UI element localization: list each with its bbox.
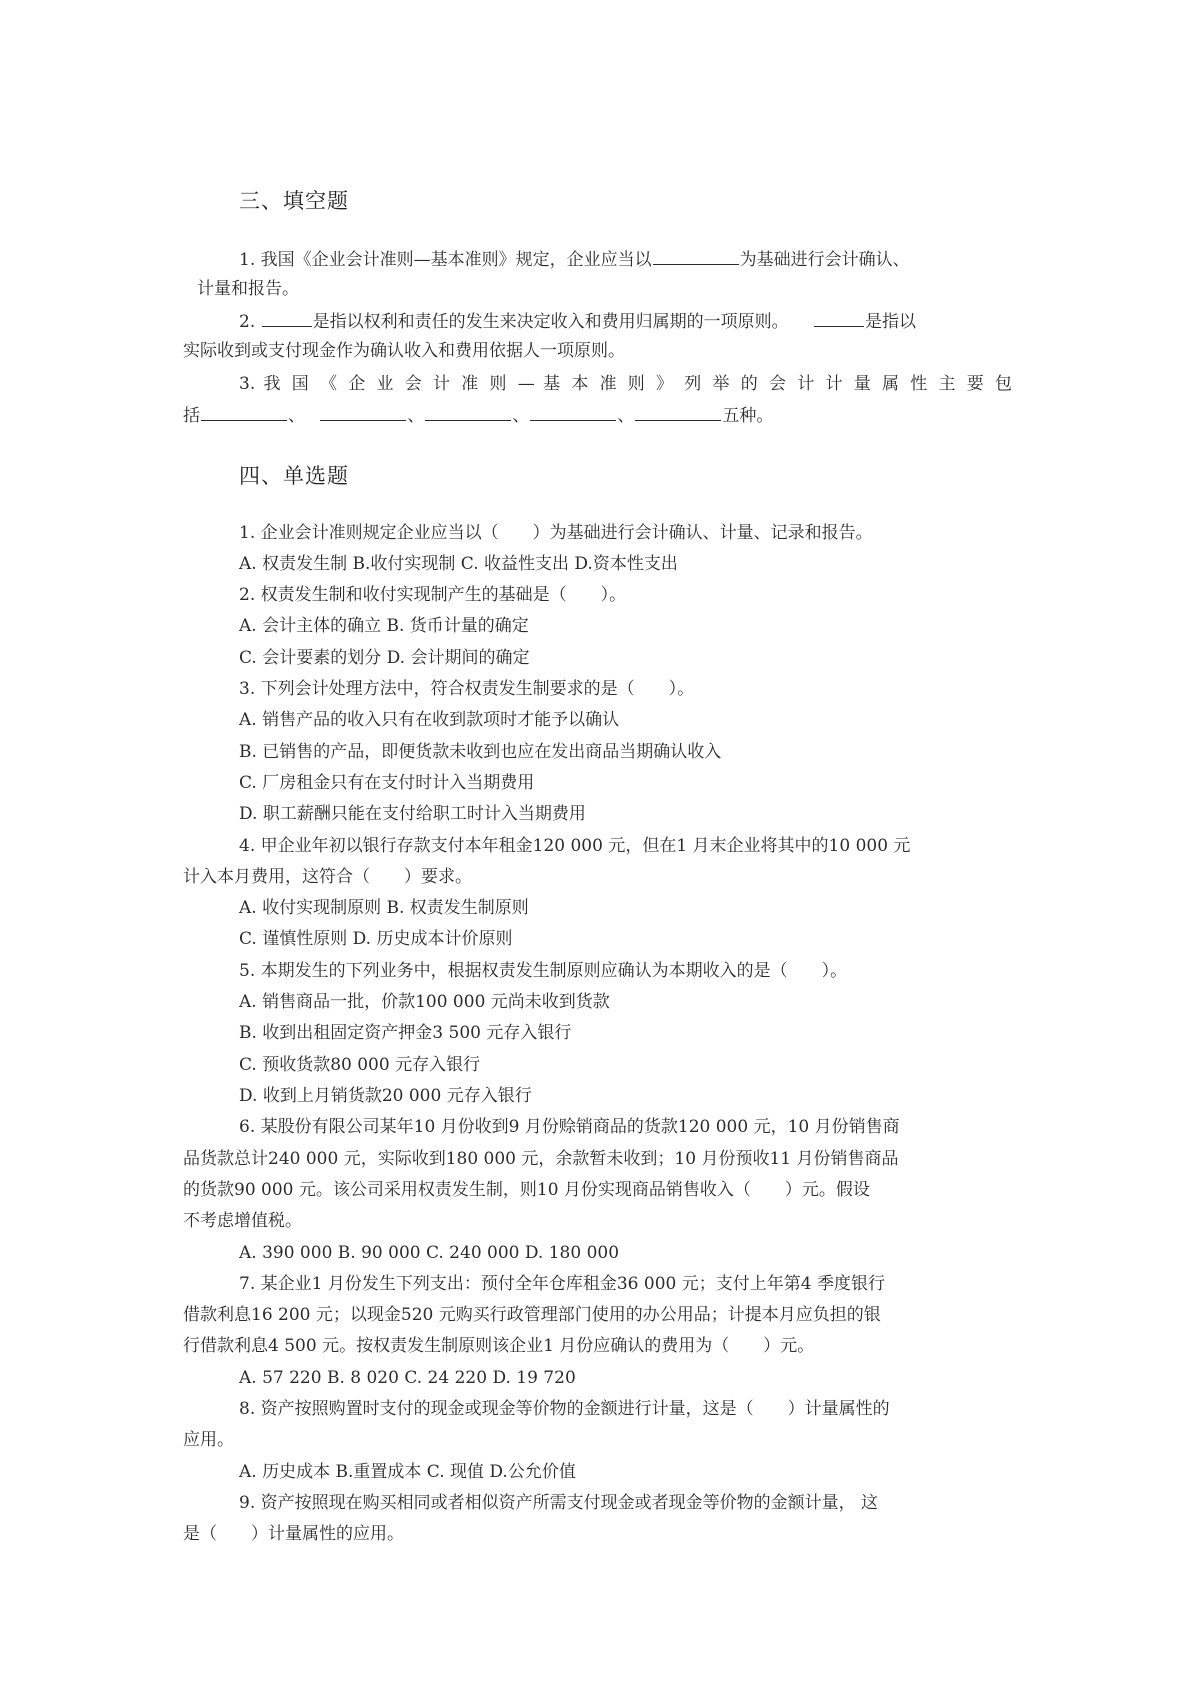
- choice-line: 6. 某股份有限公司某年10 月份收到9 月份赊销商品的货款120 000 元，10 月份销售商: [239, 1117, 900, 1137]
- choice-line: B. 已销售的产品，即便货款未收到也应在发出商品当期确认收入: [239, 742, 722, 762]
- choice-line: D. 收到上月销货款20 000 元存入银行: [239, 1086, 532, 1106]
- answer-blank[interactable]: [320, 405, 406, 421]
- choice-line: A. 会计主体的确立 B. 货币计量的确定: [239, 616, 529, 636]
- fill-q2-text-b: 是指以权利和责任的发生来决定收入和费用归属期的一项原则。: [312, 312, 789, 332]
- choice-line: B. 收到出租固定资产押金3 500 元存入银行: [239, 1023, 572, 1043]
- choice-line: C. 预收货款80 000 元存入银行: [239, 1055, 481, 1075]
- section-title-fill-blank: 三、填空题: [239, 189, 349, 213]
- choice-line: 借款利息16 200 元；以现金520 元购买行政管理部门使用的办公用品；计提本月应负担的银: [183, 1305, 881, 1325]
- fill-q3-sep2: 、: [407, 406, 425, 426]
- choice-line: 的货款90 000 元。该公司采用权责发生制，则10 月份实现商品销售收入（ ）元。假设: [183, 1180, 870, 1200]
- choice-line: 行借款利息4 500 元。按权责发生制原则该企业1 月份应确认的费用为（ ）元。: [183, 1336, 815, 1356]
- answer-blank[interactable]: [653, 249, 739, 265]
- choice-line: 7. 某企业1 月份发生下列支出：预付全年仓库租金36 000 元；支付上年第4 季度银行: [239, 1274, 885, 1294]
- fill-q1-line2: 计量和报告。: [197, 279, 299, 299]
- choice-line: 5. 本期发生的下列业务中，根据权责发生制原则应确认为本期收入的是（ ）。: [239, 961, 848, 981]
- fill-q2-text-c: 是指以: [865, 312, 917, 332]
- choice-line: A. 57 220 B. 8 020 C. 24 220 D. 19 720: [239, 1368, 576, 1388]
- choice-line: 1. 企业会计准则规定企业应当以（ ）为基础进行会计确认、计量、记录和报告。: [239, 523, 873, 543]
- choice-line: A. 销售产品的收入只有在收到款项时才能予以确认: [239, 710, 620, 730]
- choice-line: A. 390 000 B. 90 000 C. 240 000 D. 180 000: [239, 1243, 620, 1263]
- fill-q2-line1: [239, 311, 916, 332]
- choice-line: A. 销售商品一批，价款100 000 元尚未收到货款: [239, 992, 610, 1012]
- fill-q3-line2: [183, 405, 773, 426]
- choice-line: A. 收付实现制原则 B. 权责发生制原则: [239, 898, 529, 918]
- choice-line: C. 厂房租金只有在支付时计入当期费用: [239, 773, 535, 793]
- choice-line: 9. 资产按照现在购买相同或者相似资产所需支付现金或者现金等价物的金额计量， 这: [239, 1493, 879, 1513]
- choice-line: A. 权责发生制 B.收付实现制 C. 收益性支出 D.资本性支出: [239, 554, 678, 574]
- fill-q3-sep4: 、: [617, 406, 635, 426]
- choice-line: 应用。: [183, 1430, 234, 1450]
- answer-blank[interactable]: [814, 311, 864, 327]
- choice-line: 3. 下列会计处理方法中，符合权责发生制要求的是（ ）。: [239, 679, 695, 699]
- fill-q3-line1: 3. 我 国 《 企 业 会 计 准 则 — 基 本 准 则 》 列 举 的 会 计 计 量 属 性 主 要 包: [239, 374, 1012, 394]
- fill-q2-text-a: 2.: [239, 312, 256, 332]
- answer-blank[interactable]: [530, 405, 616, 421]
- fill-q3-sep3: 、: [512, 406, 530, 426]
- fill-q1-line1: [239, 249, 910, 270]
- fill-q2-line2: 实际收到或支付现金作为确认收入和费用依据人一项原则。: [183, 341, 625, 361]
- fill-q3-end: 五种。: [722, 406, 774, 426]
- choice-line: 8. 资产按照购置时支付的现金或现金等价物的金额进行计量，这是（ ）计量属性的: [239, 1399, 890, 1419]
- choice-line: 4. 甲企业年初以银行存款支付本年租金120 000 元，但在1 月末企业将其中的10 000 元: [239, 836, 911, 856]
- fill-q3-text-b: 括: [183, 406, 200, 426]
- choice-line: D. 职工薪酬只能在支付给职工时计入当期费用: [239, 804, 586, 824]
- fill-q1-text-a: 1. 我国《企业会计准则—基本准则》规定，企业应当以: [239, 250, 652, 270]
- choice-line: C. 会计要素的划分 D. 会计期间的确定: [239, 648, 530, 668]
- choice-line: 计入本月费用，这符合（ ）要求。: [183, 867, 472, 887]
- fill-q3-sep1: 、: [288, 406, 305, 426]
- fill-q1-text-b: 为基础进行会计确认、: [739, 250, 910, 270]
- choice-line: 不考虑增值税。: [183, 1211, 302, 1231]
- section-title-single-choice: 四、单选题: [239, 464, 349, 488]
- answer-blank[interactable]: [201, 405, 287, 421]
- choice-line: 是（ ）计量属性的应用。: [183, 1524, 404, 1544]
- choice-line: C. 谨慎性原则 D. 历史成本计价原则: [239, 929, 513, 949]
- answer-blank[interactable]: [425, 405, 511, 421]
- choice-line: 2. 权责发生制和收付实现制产生的基础是（ ）。: [239, 585, 627, 605]
- choice-line: 品货款总计240 000 元，实际收到180 000 元，余款暂未收到；10 月份预收11 月份销售商品: [183, 1149, 899, 1169]
- choice-line: A. 历史成本 B.重置成本 C. 现值 D.公允价值: [239, 1462, 576, 1482]
- answer-blank[interactable]: [262, 311, 312, 327]
- answer-blank[interactable]: [635, 405, 721, 421]
